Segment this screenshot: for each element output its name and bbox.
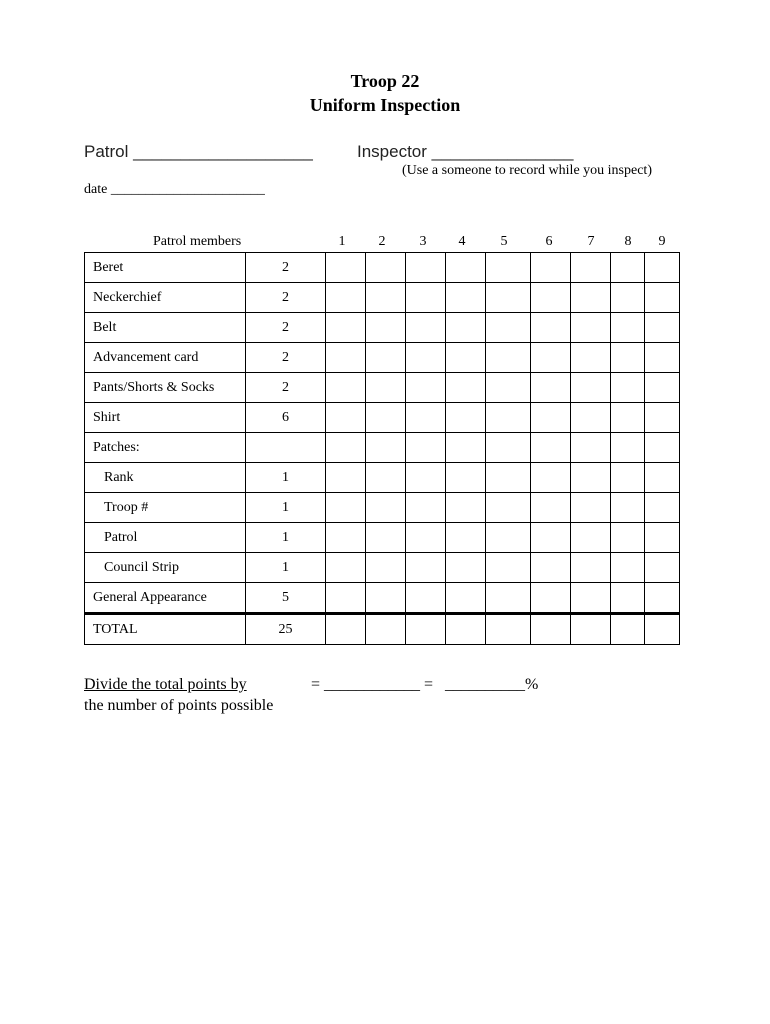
- item-label: Patrol: [85, 523, 246, 553]
- score-cell-member-9[interactable]: [645, 373, 680, 403]
- item-label: Advancement card: [85, 343, 246, 373]
- table-row: [85, 553, 680, 583]
- points-value: 2: [246, 313, 326, 343]
- table-row: [85, 283, 680, 313]
- score-cell-member-9[interactable]: [645, 583, 680, 614]
- score-cell-member-2[interactable]: [366, 493, 406, 523]
- score-cell-member-5[interactable]: [486, 493, 531, 523]
- item-label: TOTAL: [85, 614, 246, 645]
- score-cell-member-6[interactable]: [531, 403, 571, 433]
- item-label: Council Strip: [85, 553, 246, 583]
- score-cell-member-2[interactable]: [366, 463, 406, 493]
- score-cell-member-4[interactable]: [446, 614, 486, 645]
- score-cell-member-2[interactable]: [366, 523, 406, 553]
- table-row: [85, 614, 680, 645]
- score-cell-member-4[interactable]: [446, 523, 486, 553]
- score-cell-member-4[interactable]: [446, 553, 486, 583]
- score-cell-member-8[interactable]: [611, 523, 645, 553]
- score-cell-member-3[interactable]: [406, 493, 446, 523]
- score-cell-member-6[interactable]: [531, 373, 571, 403]
- score-cell-member-4[interactable]: [446, 493, 486, 523]
- score-cell-member-1[interactable]: [326, 463, 366, 493]
- points-value: 2: [246, 253, 326, 283]
- score-cell-member-4[interactable]: [446, 583, 486, 614]
- score-cell-member-3[interactable]: [406, 553, 446, 583]
- member-column-header-7: 7: [587, 234, 595, 249]
- item-label: Belt: [85, 313, 246, 343]
- score-cell-member-4[interactable]: [446, 343, 486, 373]
- score-cell-member-6[interactable]: [531, 283, 571, 313]
- score-cell-member-4[interactable]: [446, 463, 486, 493]
- score-cell-member-6[interactable]: [531, 583, 571, 614]
- item-label: Shirt: [85, 403, 246, 433]
- member-column-header-1: 1: [338, 234, 346, 249]
- score-cell-member-8[interactable]: [611, 313, 645, 343]
- score-cell-member-1[interactable]: [326, 553, 366, 583]
- table-row: [85, 253, 680, 283]
- score-cell-member-5[interactable]: [486, 523, 531, 553]
- score-cell-member-6[interactable]: [531, 493, 571, 523]
- score-cell-member-6[interactable]: [531, 313, 571, 343]
- score-cell-member-4[interactable]: [446, 433, 486, 463]
- title-troop: Troop 22: [350, 71, 420, 91]
- score-cell-member-7[interactable]: [571, 614, 611, 645]
- score-cell-member-8[interactable]: [611, 614, 645, 645]
- table-row: [85, 463, 680, 493]
- points-value: 1: [246, 553, 326, 583]
- score-cell-member-5[interactable]: [486, 403, 531, 433]
- score-cell-member-2[interactable]: [366, 614, 406, 645]
- score-cell-member-5[interactable]: [486, 553, 531, 583]
- score-cell-member-5[interactable]: [486, 283, 531, 313]
- points-value: 1: [246, 523, 326, 553]
- points-value: [246, 433, 326, 463]
- score-cell-member-5[interactable]: [486, 343, 531, 373]
- score-cell-member-9[interactable]: [645, 343, 680, 373]
- score-cell-member-7[interactable]: [571, 343, 611, 373]
- divide-instruction: Divide the total points by: [84, 676, 247, 693]
- score-cell-member-9[interactable]: [645, 433, 680, 463]
- score-cell-member-8[interactable]: [611, 373, 645, 403]
- score-cell-member-6[interactable]: [531, 614, 571, 645]
- score-cell-member-6[interactable]: [531, 553, 571, 583]
- member-column-header-6: 6: [545, 234, 553, 249]
- score-cell-member-7[interactable]: [571, 463, 611, 493]
- score-cell-member-1[interactable]: [326, 523, 366, 553]
- table-row: [85, 343, 680, 373]
- score-cell-member-5[interactable]: [486, 253, 531, 283]
- points-value: 1: [246, 493, 326, 523]
- score-cell-member-2[interactable]: [366, 343, 406, 373]
- score-cell-member-1[interactable]: [326, 433, 366, 463]
- item-label: Pants/Shorts & Socks: [85, 373, 246, 403]
- score-cell-member-6[interactable]: [531, 343, 571, 373]
- percentage-equation[interactable]: = ____________ = __________%: [311, 676, 539, 693]
- score-cell-member-1[interactable]: [326, 283, 366, 313]
- member-column-header-5: 5: [500, 234, 508, 249]
- score-cell-member-3[interactable]: [406, 253, 446, 283]
- table-row: [85, 433, 680, 463]
- score-cell-member-8[interactable]: [611, 583, 645, 614]
- item-label: Beret: [85, 253, 246, 283]
- score-cell-member-7[interactable]: [571, 253, 611, 283]
- member-column-header-2: 2: [378, 234, 386, 249]
- points-possible-label: the number of points possible: [84, 697, 274, 714]
- score-cell-member-8[interactable]: [611, 283, 645, 313]
- table-row: [85, 403, 680, 433]
- score-cell-member-1[interactable]: [326, 373, 366, 403]
- points-value: 6: [246, 403, 326, 433]
- score-cell-member-2[interactable]: [366, 403, 406, 433]
- score-cell-member-1[interactable]: [326, 343, 366, 373]
- score-cell-member-6[interactable]: [531, 433, 571, 463]
- item-label: Troop #: [85, 493, 246, 523]
- points-value: 2: [246, 343, 326, 373]
- score-cell-member-2[interactable]: [366, 373, 406, 403]
- score-cell-member-3[interactable]: [406, 343, 446, 373]
- score-cell-member-5[interactable]: [486, 614, 531, 645]
- score-cell-member-1[interactable]: [326, 403, 366, 433]
- member-column-header-4: 4: [458, 234, 466, 249]
- score-cell-member-7[interactable]: [571, 433, 611, 463]
- score-cell-member-2[interactable]: [366, 313, 406, 343]
- date-field[interactable]: date ______________________: [84, 182, 265, 197]
- score-cell-member-8[interactable]: [611, 463, 645, 493]
- item-label: General Appearance: [85, 583, 246, 614]
- score-cell-member-3[interactable]: [406, 283, 446, 313]
- score-cell-member-1[interactable]: [326, 313, 366, 343]
- score-cell-member-3[interactable]: [406, 463, 446, 493]
- title-uniform-inspection: Uniform Inspection: [309, 95, 461, 115]
- inspector-field[interactable]: Inspector _______________: [357, 142, 574, 161]
- score-cell-member-4[interactable]: [446, 253, 486, 283]
- score-cell-member-4[interactable]: [446, 373, 486, 403]
- patrol-field[interactable]: Patrol ___________________: [84, 142, 313, 161]
- score-cell-member-5[interactable]: [486, 313, 531, 343]
- score-cell-member-9[interactable]: [645, 403, 680, 433]
- score-cell-member-7[interactable]: [571, 313, 611, 343]
- points-value: 2: [246, 283, 326, 313]
- score-cell-member-1[interactable]: [326, 493, 366, 523]
- score-cell-member-2[interactable]: [366, 553, 406, 583]
- score-cell-member-6[interactable]: [531, 523, 571, 553]
- points-value: 2: [246, 373, 326, 403]
- score-cell-member-9[interactable]: [645, 283, 680, 313]
- score-cell-member-9[interactable]: [645, 493, 680, 523]
- score-cell-member-2[interactable]: [366, 433, 406, 463]
- item-label: Patches:: [85, 433, 246, 463]
- score-cell-member-1[interactable]: [326, 614, 366, 645]
- score-cell-member-1[interactable]: [326, 253, 366, 283]
- score-cell-member-7[interactable]: [571, 583, 611, 614]
- item-label: Rank: [85, 463, 246, 493]
- score-cell-member-8[interactable]: [611, 493, 645, 523]
- score-cell-member-9[interactable]: [645, 313, 680, 343]
- member-column-header-9: 9: [658, 234, 666, 249]
- score-cell-member-3[interactable]: [406, 313, 446, 343]
- score-cell-member-1[interactable]: [326, 583, 366, 614]
- score-cell-member-9[interactable]: [645, 523, 680, 553]
- score-cell-member-8[interactable]: [611, 553, 645, 583]
- score-cell-member-7[interactable]: [571, 283, 611, 313]
- score-cell-member-3[interactable]: [406, 373, 446, 403]
- score-cell-member-3[interactable]: [406, 433, 446, 463]
- score-cell-member-9[interactable]: [645, 553, 680, 583]
- score-cell-member-3[interactable]: [406, 583, 446, 614]
- member-column-header-8: 8: [624, 234, 632, 249]
- table-row: [85, 583, 680, 614]
- score-cell-member-2[interactable]: [366, 583, 406, 614]
- points-value: 1: [246, 463, 326, 493]
- table-row: [85, 313, 680, 343]
- score-cell-member-9[interactable]: [645, 463, 680, 493]
- points-value: 5: [246, 583, 326, 614]
- score-cell-member-9[interactable]: [645, 253, 680, 283]
- table-row: [85, 373, 680, 403]
- score-cell-member-3[interactable]: [406, 523, 446, 553]
- score-cell-member-5[interactable]: [486, 583, 531, 614]
- score-cell-member-5[interactable]: [486, 463, 531, 493]
- score-cell-member-8[interactable]: [611, 343, 645, 373]
- score-cell-member-4[interactable]: [446, 283, 486, 313]
- score-cell-member-3[interactable]: [406, 403, 446, 433]
- score-cell-member-2[interactable]: [366, 253, 406, 283]
- score-cell-member-7[interactable]: [571, 553, 611, 583]
- score-cell-member-6[interactable]: [531, 253, 571, 283]
- score-cell-member-5[interactable]: [486, 373, 531, 403]
- score-cell-member-5[interactable]: [486, 433, 531, 463]
- table-row: [85, 493, 680, 523]
- score-cell-member-7[interactable]: [571, 523, 611, 553]
- points-value: 25: [246, 614, 326, 645]
- score-cell-member-8[interactable]: [611, 403, 645, 433]
- score-cell-member-6[interactable]: [531, 463, 571, 493]
- score-cell-member-3[interactable]: [406, 614, 446, 645]
- inspector-note: (Use a someone to record while you inspect): [402, 163, 652, 178]
- score-cell-member-8[interactable]: [611, 253, 645, 283]
- score-cell-member-9[interactable]: [645, 614, 680, 645]
- score-cell-member-8[interactable]: [611, 433, 645, 463]
- score-cell-member-7[interactable]: [571, 403, 611, 433]
- score-cell-member-4[interactable]: [446, 313, 486, 343]
- score-cell-member-7[interactable]: [571, 373, 611, 403]
- inspection-table: [84, 252, 680, 645]
- item-label: Neckerchief: [85, 283, 246, 313]
- member-column-header-3: 3: [419, 234, 427, 249]
- patrol-members-label: Patrol members: [153, 234, 242, 249]
- table-row: [85, 523, 680, 553]
- score-cell-member-4[interactable]: [446, 403, 486, 433]
- score-cell-member-2[interactable]: [366, 283, 406, 313]
- score-cell-member-7[interactable]: [571, 493, 611, 523]
